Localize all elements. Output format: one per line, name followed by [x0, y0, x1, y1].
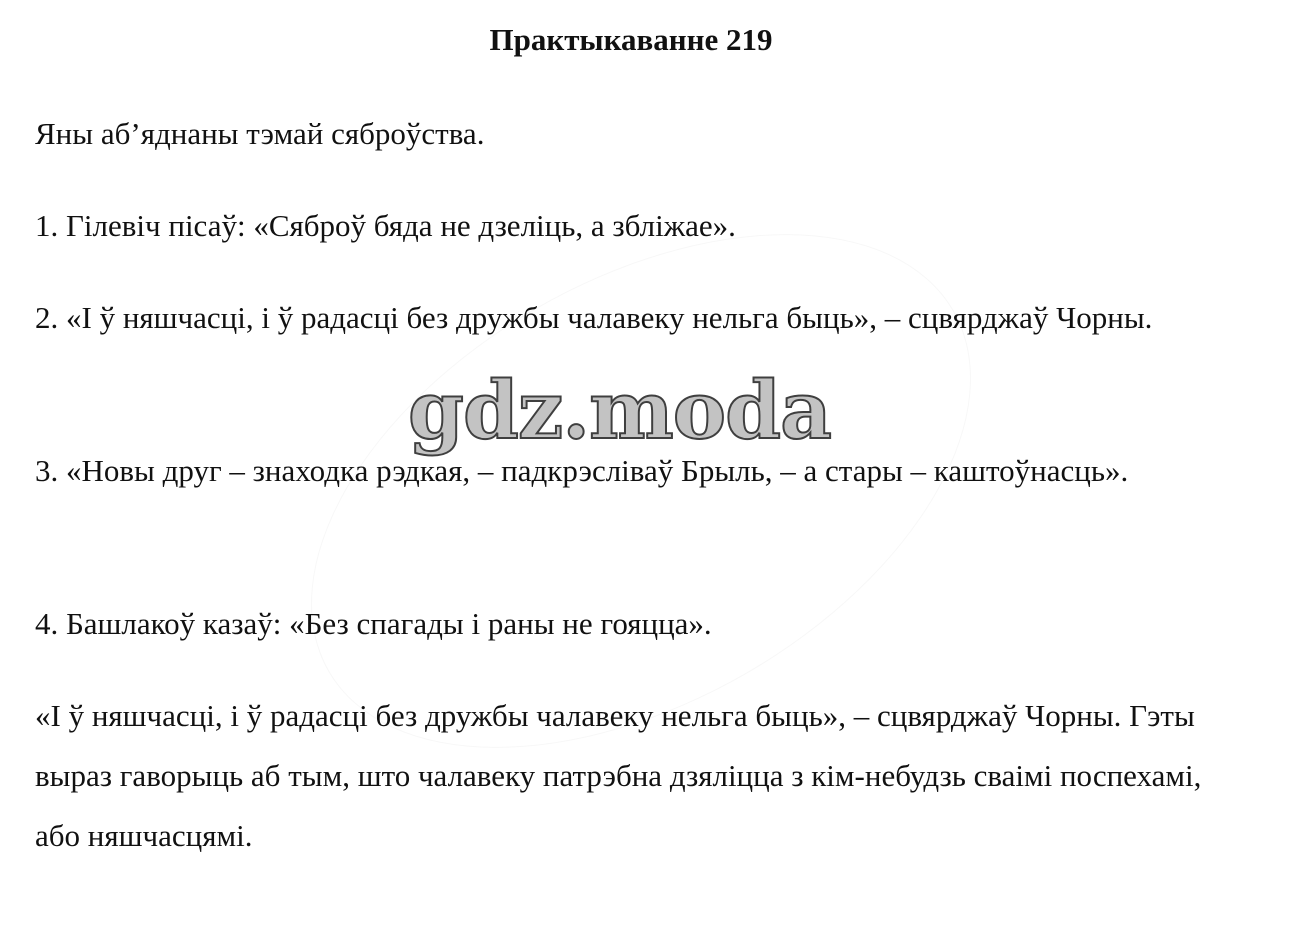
quote-item-2: 2. «І ў няшчасці, і ў радасці без дружбы чалавеку нельга быць», – сцвярджаў Чорны. — [35, 300, 1153, 335]
quote-item-3: 3. «Новы друг – знаходка рэдкая, – падкрэсліваў Брыль, – а стары – каштоўнасць». — [35, 453, 1129, 488]
quote-item-1: 1. Гілевіч пісаў: «Сяброў бяда не дзеліць, а збліжае». — [35, 208, 736, 243]
watermark-logo: gdz.moda — [408, 363, 831, 457]
exercise-title: Практыкаванне 219 — [489, 22, 773, 57]
conclusion-paragraph: «І ў няшчасці, і ў радасці без дружбы чалавеку нельга быць», – сцвярджаў Чорны. Гэты выраз гаворыць аб тым, што чалавеку патрэбна дзяліцца з кім-небудзь сваімі поспехамі, або няшчасцямі. — [35, 698, 1202, 853]
intro-paragraph: Яны аб’яднаны тэмай сяброўства. — [35, 116, 485, 151]
quote-item-4: 4. Башлакоў казаў: «Без спагады і раны не гояцца». — [35, 606, 712, 641]
